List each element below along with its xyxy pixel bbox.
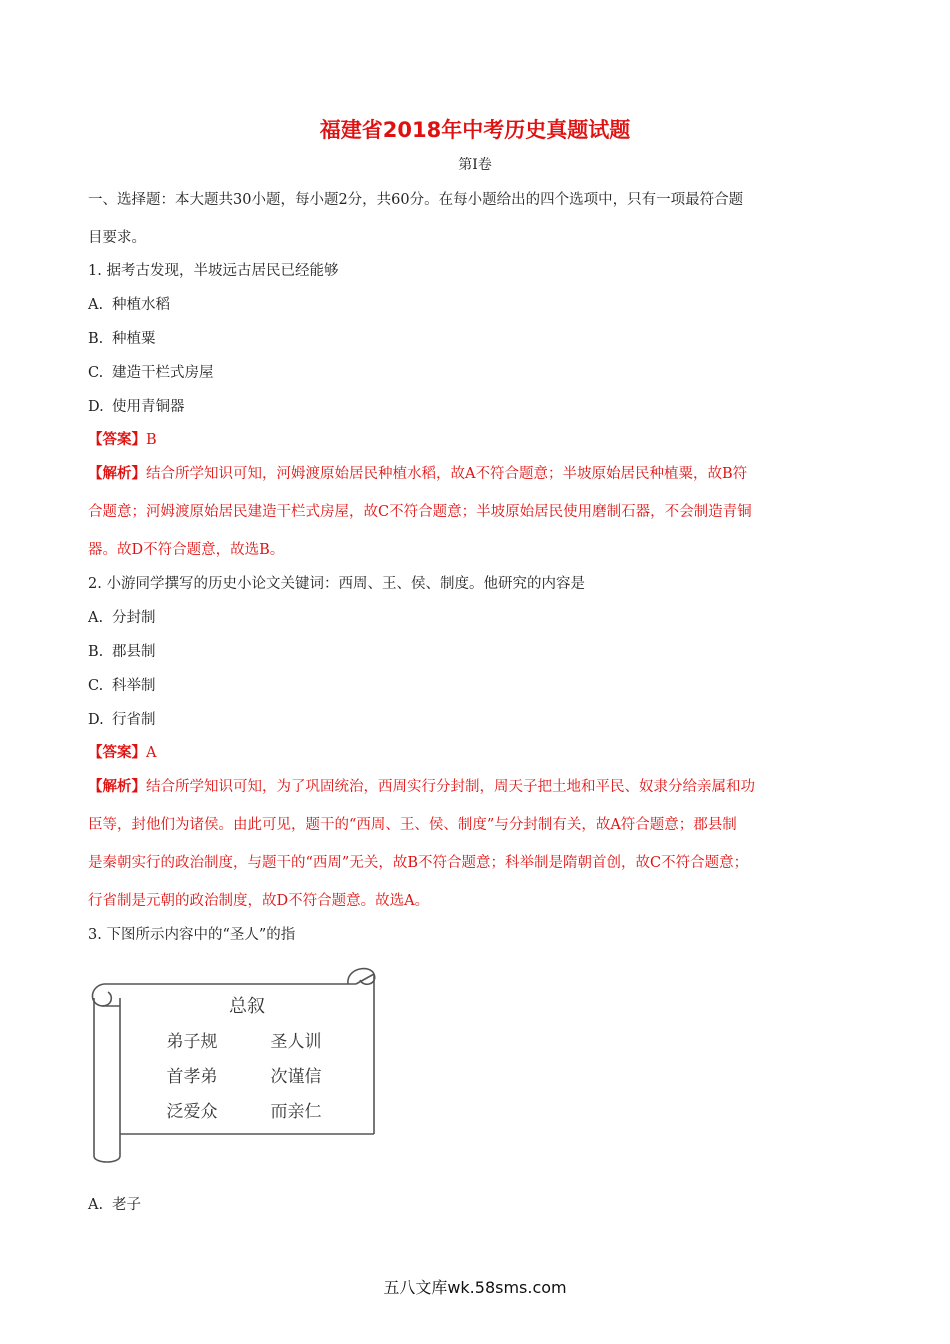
volume-label: 第I卷: [458, 157, 492, 173]
question-1-analysis-line-1: [88, 462, 868, 483]
analysis-text: 结合所学知识可知，为了巩固统治，西周实行分封制，周天子把土地和平民、奴隶分给亲属和功: [146, 779, 755, 795]
instructions-line-2: 目要求。: [88, 230, 146, 246]
option-text: 行省制: [112, 712, 156, 728]
document-title: 福建省2018年中考历史真题试题: [319, 118, 631, 142]
option-letter: B.: [88, 331, 104, 347]
answer-tag: 【答案】: [88, 744, 146, 761]
question-1-option-c: [88, 361, 868, 382]
option-letter: C.: [88, 678, 104, 694]
question-2-analysis-line-2: 臣等，封他们为诸侯。由此可见，题干的“西周、王、侯、制度”与分封制有关，故A符合题意；郡县制: [88, 817, 737, 833]
option-text: 科举制: [112, 678, 156, 694]
question-1-analysis-line-3: 器。故D不符合题意，故选B。: [88, 542, 285, 558]
option-letter: B.: [88, 644, 104, 660]
question-2-analysis-line-3: 是秦朝实行的政治制度，与题干的“西周”无关，故B不符合题意；科举制是隋朝首创，故C不符合题意；: [88, 855, 749, 871]
answer-tag: 【答案】: [88, 431, 146, 448]
scroll-phrase: 泛爱众: [166, 1102, 218, 1122]
scroll-phrase: 首孝弟: [166, 1067, 218, 1087]
option-text: 种植粟: [112, 331, 156, 347]
question-2-analysis-line-4: 行省制是元朝的政治制度，故D不符合题意。故选A。: [88, 893, 430, 909]
footer-watermark: 五八文库wk.58sms.com: [383, 1278, 567, 1297]
analysis-tag: 【解析】: [88, 465, 146, 482]
question-1-analysis-line-2: 合题意；河姆渡原始居民建造干栏式房屋，故C不符合题意；半坡原始居民使用磨制石器，不会制造青铜: [88, 504, 752, 520]
question-2-option-c: [88, 674, 868, 695]
question-1-stem: 1. 据考古发现，半坡远古居民已经能够: [88, 263, 339, 279]
question-1-option-b: [88, 327, 868, 348]
question-2-answer: [88, 741, 868, 762]
option-text: 老子: [112, 1197, 141, 1213]
option-letter: D.: [88, 712, 104, 728]
question-2-option-a: [88, 606, 868, 627]
analysis-tag: 【解析】: [88, 778, 146, 795]
question-3-option-a: [88, 1193, 868, 1214]
scroll-phrase: 圣人训: [270, 1032, 322, 1052]
instructions-line-1: 一、选择题：本大题共30小题，每小题2分，共60分。在每小题给出的四个选项中，只有一项最符合题: [88, 192, 744, 208]
question-2-analysis-line-1: [88, 775, 868, 796]
option-text: 郡县制: [112, 644, 156, 660]
question-2-stem: 2. 小游同学撰写的历史小论文关键词：西周、王、侯、制度。他研究的内容是: [88, 576, 585, 592]
question-1-option-d: [88, 395, 868, 416]
option-text: 使用青铜器: [112, 399, 185, 415]
analysis-text: 结合所学知识可知，河姆渡原始居民种植水稻，故A不符合题意；半坡原始居民种植粟，故B符: [146, 466, 748, 482]
scroll-phrase: 次谨信: [270, 1067, 322, 1087]
option-text: 分封制: [112, 610, 156, 626]
question-1-option-a: [88, 293, 868, 314]
option-text: 建造干栏式房屋: [112, 365, 214, 381]
scroll-phrase: 弟子规: [166, 1032, 218, 1052]
option-letter: A.: [88, 610, 104, 626]
option-letter: A.: [88, 1197, 104, 1213]
option-letter: D.: [88, 399, 104, 415]
answer-value: B: [146, 432, 157, 448]
answer-value: A: [146, 745, 157, 761]
option-letter: C.: [88, 365, 104, 381]
option-text: 种植水稻: [112, 297, 170, 313]
question-1-answer: [88, 428, 868, 449]
question-3-stem: 3. 下图所示内容中的“圣人”的指: [88, 927, 296, 943]
question-2-option-d: [88, 708, 868, 729]
scroll-illustration: [84, 958, 380, 1166]
scroll-phrase: 而亲仁: [270, 1102, 322, 1122]
scroll-heading: 总叙: [229, 996, 265, 1017]
question-2-option-b: [88, 640, 868, 661]
option-letter: A.: [88, 297, 104, 313]
